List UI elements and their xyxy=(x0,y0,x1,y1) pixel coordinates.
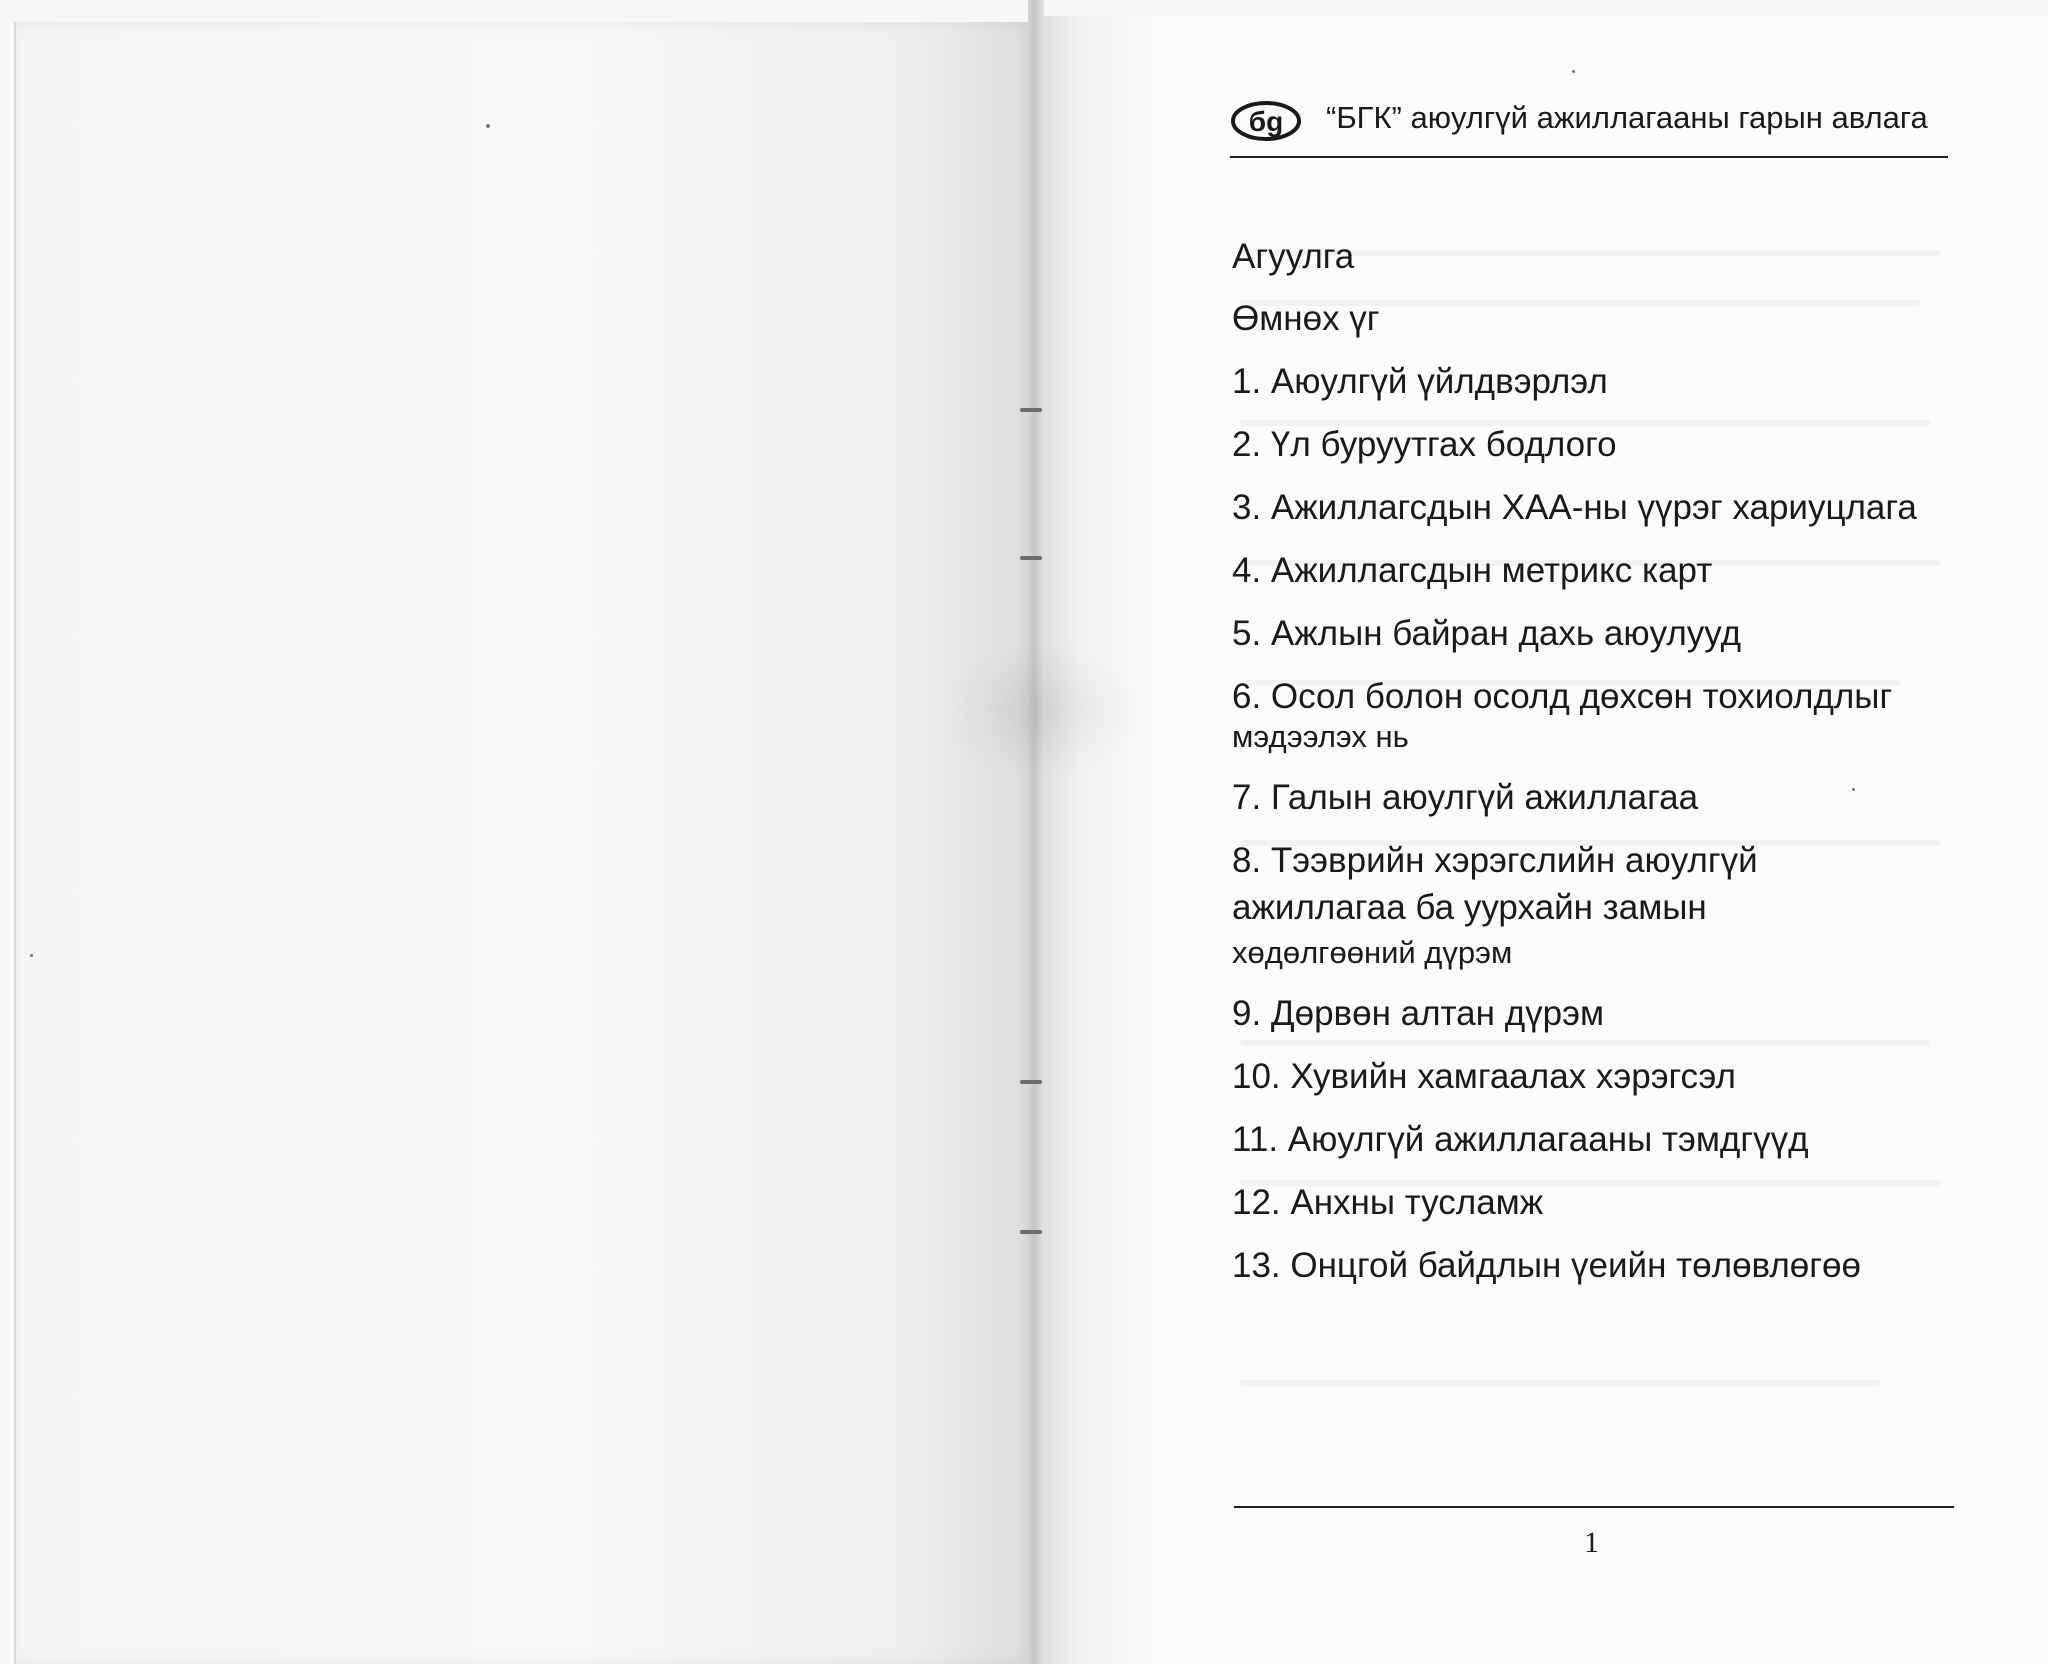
page-header xyxy=(1230,96,1950,156)
toc-item-multiline xyxy=(1232,676,1952,756)
toc-item: 3. Ажиллагсдын ХАА-ны үүрэг хариуцлага xyxy=(1232,488,1917,527)
toc-heading: Агуулга xyxy=(1232,237,1355,276)
header-divider xyxy=(1230,156,1948,158)
staple xyxy=(1020,1080,1042,1084)
page-number: 1 xyxy=(1584,1526,1599,1559)
header-title: “БГК” аюулгүй ажиллагааны гарын авлага xyxy=(1326,100,1928,135)
toc-item: 5. Ажлын байран дахь аюулууд xyxy=(1232,614,1742,653)
table-of-contents xyxy=(1232,236,1952,1308)
toc-item: 2. Үл буруутгах бодлого xyxy=(1232,425,1617,464)
paper-speck xyxy=(30,954,33,957)
toc-item-line: 8. Тээврийн хэрэгслийн аюулгүй xyxy=(1232,841,1758,880)
toc-item-foreword: Өмнөх үг xyxy=(1232,299,1380,338)
toc-item-line: 6. Осол болон осолд дөхсөн тохиолдлыг xyxy=(1232,677,1893,716)
paper-speck xyxy=(1572,70,1575,73)
logo-text: бg xyxy=(1248,106,1284,137)
toc-item: 11. Аюулгүй ажиллагааны тэмдгүүд xyxy=(1232,1120,1809,1159)
toc-item: 10. Хувийн хамгаалах хэрэгсэл xyxy=(1232,1057,1736,1096)
company-logo-icon xyxy=(1230,100,1302,142)
staple xyxy=(1020,556,1042,560)
left-page-blank xyxy=(14,22,1034,1664)
toc-item: 13. Онцгой байдлын үеийн төлөвлөгөө xyxy=(1232,1246,1861,1285)
toc-item: 4. Ажиллагсдын метрикс карт xyxy=(1232,551,1713,590)
footer-divider xyxy=(1234,1506,1954,1508)
toc-item-continuation: хөдөлгөөний дүрэм xyxy=(1232,935,1513,970)
booklet-spine xyxy=(1028,0,1044,1664)
toc-item-continuation: мэдээлэх нь xyxy=(1232,719,1409,754)
toc-item: 12. Анхны тусламж xyxy=(1232,1183,1544,1222)
toc-item-multiline xyxy=(1232,840,1952,972)
toc-item-continuation: ажиллагаа ба уурхайн замын xyxy=(1232,888,1707,927)
toc-item: 1. Аюулгүй үйлдвэрлэл xyxy=(1232,362,1608,401)
staple xyxy=(1020,408,1042,412)
toc-item: 9. Дөрвөн алтан дүрэм xyxy=(1232,994,1605,1033)
toc-item: 7. Галын аюулгүй ажиллагаа xyxy=(1232,778,1699,817)
staple xyxy=(1020,1230,1042,1234)
show-through-line xyxy=(1240,1380,1880,1386)
paper-crease xyxy=(940,640,1140,780)
paper-speck xyxy=(486,124,490,128)
